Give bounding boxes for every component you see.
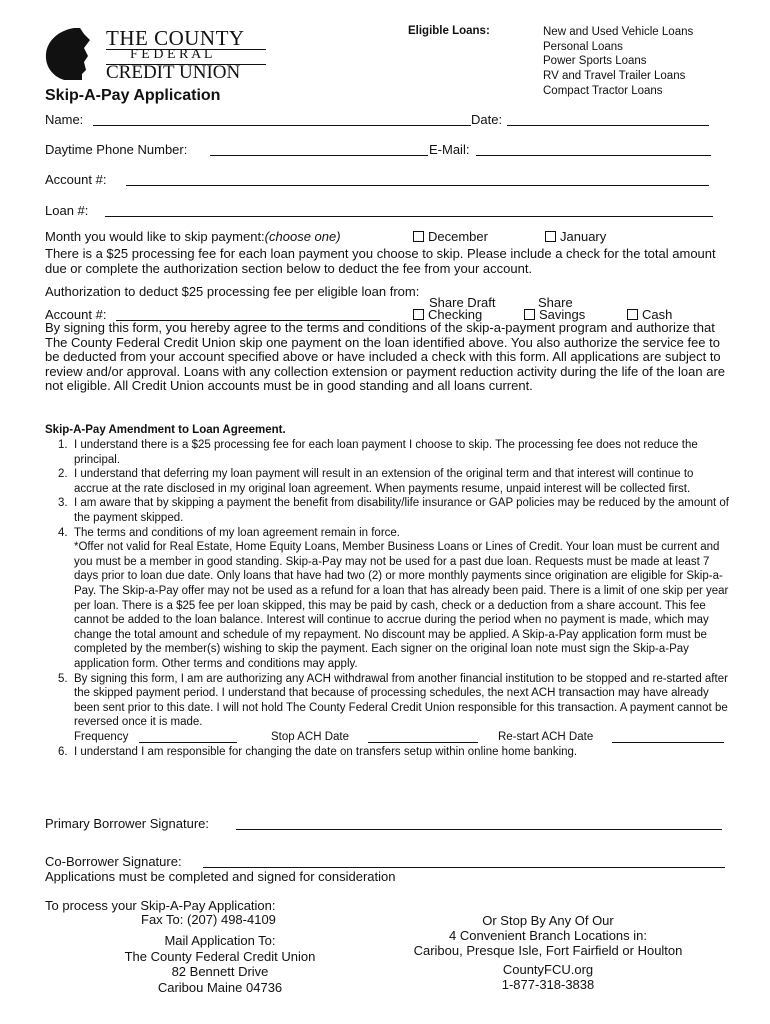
email-label: E-Mail: [429, 142, 470, 157]
process-heading: To process your Skip-A-Pay Application: [45, 898, 276, 913]
item-text: I understand I am responsible for changing the date on transfers setup within online home banking. [74, 745, 578, 758]
fax-number: Fax To: (207) 498-4109 [141, 912, 276, 927]
amendment-list [58, 438, 730, 759]
logo-line-the-county: THE COUNTY [106, 26, 245, 50]
mail-line: 82 Bennett Drive [171, 964, 269, 979]
item-number: 1. [58, 439, 68, 451]
eligible-loans-list [543, 25, 693, 99]
phone-label: Daytime Phone Number: [45, 142, 188, 157]
co-signature-field[interactable] [203, 867, 725, 868]
item-number: 3. [58, 497, 68, 510]
branch-line: Caribou, Presque Isle, Fort Fairfield or Houlton [413, 943, 683, 958]
checking-label: Checking [428, 307, 483, 322]
loan-field[interactable] [105, 216, 713, 217]
list-item [58, 438, 730, 467]
frequency-label: Frequency [74, 730, 129, 743]
branch-block [380, 913, 716, 992]
logo [44, 26, 269, 82]
list-item [58, 496, 730, 525]
month-hint: (choose one) [264, 229, 341, 244]
ach-fields-row [74, 730, 730, 745]
share-label: Share [538, 295, 573, 310]
auth-account-label: Account #: [45, 307, 107, 322]
mail-line: Mail Application To: [164, 933, 276, 948]
month-option-december[interactable] [413, 229, 488, 244]
item-text: I am aware that by skipping a payment the benefit from disability/life insurance or GAP policies may be reduced by the amount of the payment skipped. [74, 497, 729, 524]
branch-line: Or Stop By Any Of Our [482, 913, 614, 928]
primary-signature-field[interactable] [236, 829, 722, 830]
cash-label: Cash [642, 307, 673, 322]
stop-ach-field[interactable] [368, 742, 478, 743]
amendment-heading: Skip-A-Pay Amendment to Loan Agreement. [45, 424, 286, 436]
month-option-label: January [560, 229, 607, 244]
month-label: Month you would like to skip payment: [45, 229, 265, 244]
item-text: I understand there is a $25 processing fee for each loan payment I choose to skip. The processing fee does not reduce the principal. [74, 439, 698, 466]
phone-field[interactable] [210, 155, 428, 156]
logo-line-federal: F E D E R A L [130, 47, 213, 62]
list-item [58, 745, 730, 760]
restart-ach-label: Re-start ACH Date [498, 730, 594, 743]
eligible-loan-item: RV and Travel Trailer Loans [543, 70, 686, 83]
name-label: Name: [45, 112, 84, 127]
list-item [58, 467, 730, 496]
checkbox-icon[interactable] [545, 231, 556, 242]
item-number: 5. [58, 672, 68, 685]
item-text: I understand that deferring my loan payment will result in an extension of the original term and that interest will continue to accrue at the rate disclosed in my original loan agreement. When payments resume, unpaid interest will be collected first. [74, 468, 694, 495]
date-label: Date: [471, 112, 503, 127]
primary-signature-label: Primary Borrower Signature: [45, 816, 209, 831]
mail-line: Caribou Maine 04736 [157, 979, 283, 995]
page-title: Skip-A-Pay Application [45, 87, 221, 104]
name-field[interactable] [93, 125, 471, 126]
branch-line: 4 Convenient Branch Locations in: [448, 928, 647, 943]
item-number: 2. [58, 468, 68, 481]
eligible-loan-item: Compact Tractor Loans [543, 84, 663, 97]
savings-label: Savings [539, 307, 586, 322]
restart-ach-field[interactable] [612, 742, 724, 743]
eligible-loan-item: New and Used Vehicle Loans [543, 26, 694, 38]
list-item [58, 526, 730, 672]
mail-line: The County Federal Credit Union [124, 948, 316, 964]
agreement-text: By signing this form, you hereby agree to the terms and conditions of the skip-a-payment program and authorize that The County Federal Credit Union skip one payment on the loan identified above. You also authorize the service fee to be deducted from your account specified above or have included a check with this form. All applications are subject to review and/or approval. Loans with any collection extension or payment reduction activity during the life of the loan are not eligible. All Credit Union accounts must be in good standing and all loans current. [45, 320, 725, 393]
date-field[interactable] [507, 125, 709, 126]
eligible-loan-item: Personal Loans [543, 40, 623, 53]
stop-ach-label: Stop ACH Date [271, 730, 349, 743]
checkbox-icon[interactable] [413, 231, 424, 242]
checkbox-icon[interactable] [627, 309, 638, 320]
account-field[interactable] [126, 185, 709, 186]
maine-state-logo-icon [44, 26, 110, 82]
month-question [45, 229, 341, 244]
checkbox-icon[interactable] [524, 309, 535, 320]
logo-line-credit-union: CREDIT UNION [106, 62, 241, 83]
website-link[interactable]: CountyFCU.org [502, 962, 594, 977]
eligible-loans-label: Eligible Loans: [408, 25, 490, 37]
list-item [58, 672, 730, 745]
phone-number: 1-877-318-3838 [501, 977, 595, 992]
email-field[interactable] [476, 155, 711, 156]
co-signature-label: Co-Borrower Signature: [45, 854, 182, 869]
month-option-january[interactable] [545, 229, 606, 244]
frequency-field[interactable] [139, 742, 237, 743]
loan-label: Loan #: [45, 203, 89, 218]
month-option-label: December [428, 229, 488, 244]
item-text: By signing this form, I am are authorizing any ACH withdrawal from another financial institution to be stopped and re-started after the skipped payment period. I understand that because of processing schedules, the next ACH transaction may have already been sent prior to this date. I will not hold The County Federal Credit Union responsible for this transaction. A payment cannot be reversed once it is made. [74, 672, 728, 729]
checkbox-icon[interactable] [413, 309, 424, 320]
item-number: 4. [58, 526, 68, 539]
share-draft-label: Share Draft [429, 295, 496, 310]
mail-address-block [100, 933, 340, 995]
item-number: 6. [58, 745, 68, 758]
item-text: The terms and conditions of my loan agreement remain in force. [74, 526, 400, 539]
fee-text: There is a $25 processing fee for each loan payment you choose to skip. Please include a check for the total amount due or complete the authorization section below to deduct the fee from your account. [45, 246, 716, 276]
offer-note: *Offer not valid for Real Estate, Home Equity Loans, Member Business Loans or Lines of Credit. Your loan must be current and you must be a member in good standing. Skip-a-Pay may not be used for a past due loan. Requests must be made at least 7 days prior to loan due date. Only loans that have had two (2) or more monthly payments since origination are eligible for Skip-a-Pay. The Skip-a-Pay offer may not be used as a refund for a loan that has already been paid. There is a limit of one skip per year per loan. There is a $25 fee per loan skipped, this may be paid by cash, check or a deduction from a share account. This fee cannot be added to the loan balance. Interest will continue to accrue during the period when no payment is made, which may change the total amount and schedule of my repayment. No discount may be applied. A Skip-a-Pay application form must be completed by the member(s) wishing to skip the payment. Each signer on the original loan note must sign the Skip-a-Pay application form. Other terms and conditions may apply. [74, 541, 729, 670]
auth-label: Authorization to deduct $25 processing fee per eligible loan from: [45, 284, 420, 299]
account-label: Account #: [45, 172, 107, 187]
eligible-loan-item: Power Sports Loans [543, 55, 647, 68]
signature-note: Applications must be completed and signed for consideration [45, 869, 396, 884]
